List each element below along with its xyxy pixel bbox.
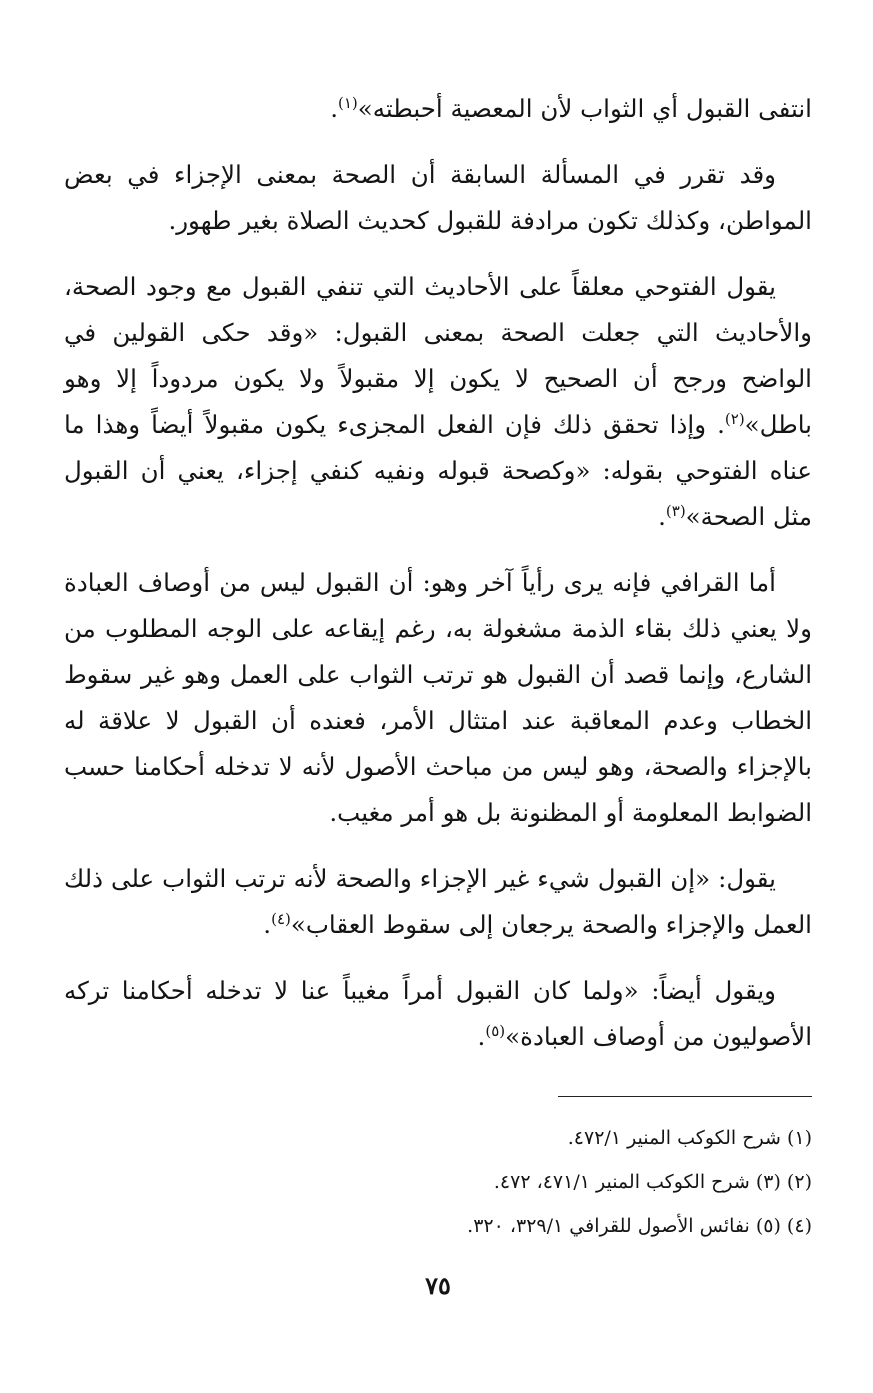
paragraph-3-text-a: يقول الفتوحي معلقاً على الأحاديث التي تنفي القبول مع وجود الصحة، والأحاديث التي جعلت الصحة بمعنى القبول: «وقد حكى القولين في الواضح ورجح أن الصحيح لا يكون إلا مقبولاً ولا يكون مردوداً إلا وهو باطل» bbox=[64, 272, 812, 439]
page-number: ٧٥ bbox=[425, 1271, 451, 1300]
paragraph-1-tail: . bbox=[330, 94, 338, 123]
footnote-divider bbox=[558, 1096, 812, 1097]
paragraph-1 bbox=[64, 86, 812, 132]
footnote-ref-3: (٣) bbox=[665, 501, 686, 520]
book-page bbox=[64, 86, 812, 1376]
paragraph-3-text-b: . وإذا تحقق ذلك فإن الفعل المجزىء يكون مقبولاً أيضاً وهذا ما عناه الفتوحي بقوله: «وكصحة قبوله ونفيه كنفي إجزاء، يعني أن القبول مثل الصحة» bbox=[64, 410, 812, 531]
footnote-ref-2: (٢) bbox=[724, 409, 745, 428]
paragraph-6-text: ويقول أيضاً: «ولما كان القبول أمراً مغيباً عنا لا تدخله أحكامنا تركه الأصوليون من أوصاف العبادة» bbox=[64, 976, 812, 1051]
paragraph-5 bbox=[64, 856, 812, 948]
footnote-ref-5: (٥) bbox=[485, 1021, 506, 1040]
paragraph-4-text: أما القرافي فإنه يرى رأياً آخر وهو: أن القبول ليس من أوصاف العبادة ولا يعني ذلك بقاء الذمة مشغولة به، رغم إيقاعه على الوجه المطلوب من الشارع، وإنما قصد أن القبول هو ترتب الثواب على العمل وهو غير سقوط الخطاب وعدم المعاقبة عند امتثال الأمر، فعنده أن القبول لا علاقة له بالإجزاء والصحة، وهو ليس من مباحث الأصول لأنه لا تدخله أحكامنا حسب الضوابط المعلومة أو المظنونة بل هو أمر مغيب. bbox=[64, 568, 812, 827]
paragraph-4 bbox=[64, 560, 812, 836]
footnote-1: (١) شرح الكوكب المنير ٤٧٢/١. bbox=[567, 1127, 812, 1149]
footnote-ref-4: (٤) bbox=[271, 909, 291, 928]
paragraph-2-text: وقد تقرر في المسألة السابقة أن الصحة بمعنى الإجزاء في بعض المواطن، وكذلك تكون مرادفة للقبول كحديث الصلاة بغير طهور. bbox=[64, 160, 812, 235]
paragraph-5-tail: . bbox=[263, 910, 272, 939]
paragraph-1-text: انتفى القبول أي الثواب لأن المعصية أحبطته» bbox=[357, 94, 812, 123]
footnote-ref-1: (١) bbox=[338, 93, 358, 112]
paragraph-5-text: يقول: «إن القبول شيء غير الإجزاء والصحة لأنه ترتب الثواب على ذلك العمل والإجزاء والصحة يرجعان إلى سقوط العقاب» bbox=[64, 864, 812, 939]
paragraph-3 bbox=[64, 264, 812, 540]
footnote-3: (٤) (٥) نفائس الأصول للقرافي ٣٢٩/١، ٣٢٠. bbox=[467, 1215, 812, 1237]
paragraph-3-tail: . bbox=[658, 502, 666, 531]
paragraph-2 bbox=[64, 152, 812, 244]
paragraph-6 bbox=[64, 968, 812, 1060]
paragraph-6-tail: . bbox=[477, 1022, 486, 1051]
footnote-2: (٢) (٣) شرح الكوكب المنير ٤٧١/١، ٤٧٢. bbox=[493, 1171, 812, 1193]
footnotes bbox=[64, 1116, 812, 1248]
